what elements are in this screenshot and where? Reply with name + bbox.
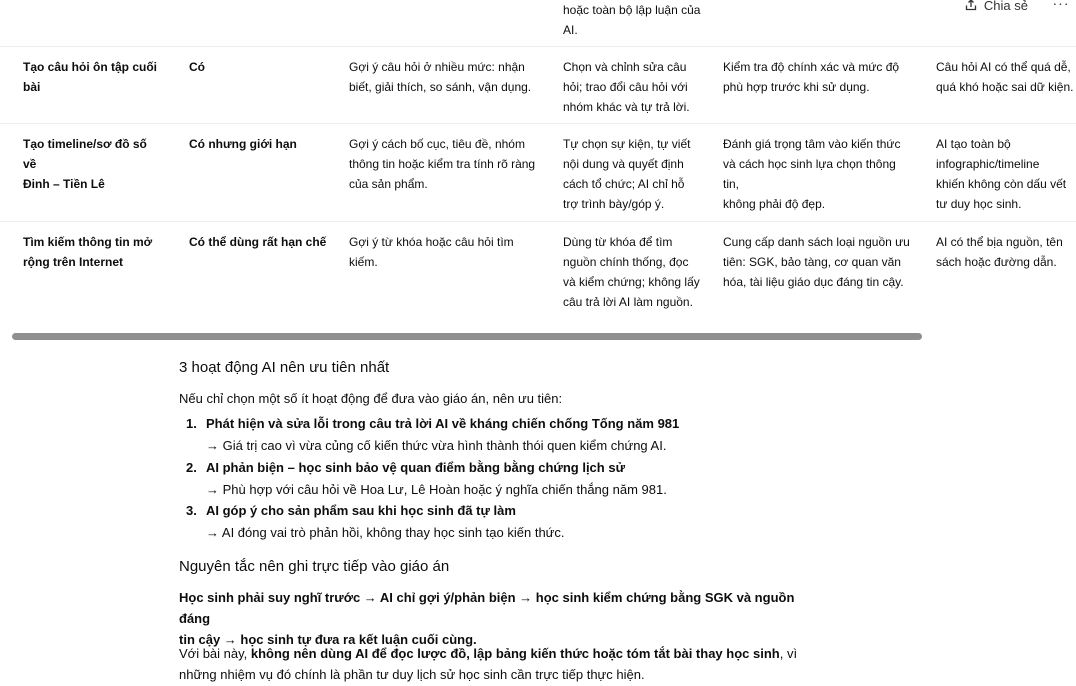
student-role-cell bbox=[563, 57, 703, 117]
cell-line: Chọn và chỉnh sửa câu bbox=[563, 60, 687, 74]
cell-line: và cách học sinh lựa chọn thông tin, bbox=[723, 157, 896, 191]
cell-line: hỏi; trao đổi câu hỏi với bbox=[563, 80, 688, 94]
table-row bbox=[0, 221, 1076, 322]
cell-line: bài bbox=[23, 80, 41, 94]
table-row bbox=[0, 123, 1076, 222]
list-item-title: AI góp ý cho sản phẩm sau khi học sinh đã tự làm bbox=[206, 503, 516, 518]
comparison-table bbox=[0, 0, 1076, 330]
note-bold-text: không nên dùng AI để đọc lược đồ, lập bảng kiến thức hoặc tóm tắt bài thay học sinh bbox=[250, 646, 780, 661]
principle-paragraph bbox=[179, 587, 819, 650]
intro-paragraph: Nếu chỉ chọn một số ít hoạt động để đưa vào giáo án, nên ưu tiên: bbox=[179, 391, 563, 406]
cell-line: phù hợp trước khi sử dụng. bbox=[723, 80, 870, 94]
principle-line: Học sinh phải suy nghĩ trước → AI chỉ gợi ý/phản biện → học sinh kiểm chứng bằng SGK và nguồn đáng bbox=[179, 590, 795, 626]
list-item-title: Phát hiện và sửa lỗi trong câu trả lời AI về kháng chiến chống Tống năm 981 bbox=[206, 416, 680, 431]
cell-line: Dùng từ khóa để tìm bbox=[563, 235, 673, 249]
cell-line: AI có thể bịa nguồn, tên bbox=[936, 235, 1063, 249]
cell-line: tư duy học sinh. bbox=[936, 197, 1022, 211]
more-icon: ··· bbox=[1052, 0, 1070, 11]
teacher-role-cell bbox=[723, 232, 913, 292]
list-item-note: → AI đóng vai trò phản hồi, không thay học sinh tạo kiến thức. bbox=[206, 525, 565, 540]
cell-line: quá khó hoặc sai dữ kiện. bbox=[936, 80, 1074, 94]
list-number: 1. bbox=[186, 416, 197, 431]
cell-line: của sản phẩm. bbox=[349, 177, 428, 191]
cell-line: nhóm khác và tự trả lời. bbox=[563, 100, 690, 114]
cell-line: trợ trình bày/góp ý. bbox=[563, 197, 665, 211]
cell-line: Có nhưng giới hạn bbox=[189, 137, 297, 151]
cell-line: thông tin hoặc kiểm tra tính rõ ràng bbox=[349, 157, 536, 171]
list-item-note: → Giá trị cao vì vừa củng cố kiến thức vừa hình thành thói quen kiểm chứng AI. bbox=[206, 438, 667, 453]
cell-line: Có thể dùng rất hạn chế bbox=[189, 235, 327, 249]
cell-line: và kiểm chứng; không lấy bbox=[563, 275, 700, 289]
list-item-title: AI phản biện – học sinh bảo vệ quan điểm bằng bằng chứng lịch sử bbox=[206, 460, 625, 475]
cell-line: kiếm. bbox=[349, 255, 378, 269]
ai-usage-cell bbox=[189, 232, 329, 252]
risk-cell bbox=[936, 57, 1074, 97]
cell-line: Câu hỏi AI có thể quá dễ, bbox=[936, 60, 1071, 74]
cell-line: hóa, tài liệu giáo dục đáng tin cậy. bbox=[723, 275, 904, 289]
cell-line: Gợi ý từ khóa hoặc câu hỏi tìm bbox=[349, 235, 514, 249]
cell-line: infographic/timeline bbox=[936, 157, 1040, 171]
table-cell-fragment bbox=[563, 0, 713, 40]
cell-line: AI tạo toàn bộ bbox=[936, 137, 1011, 151]
ai-usage-cell bbox=[189, 134, 329, 154]
activity-cell bbox=[23, 232, 163, 272]
cell-line: không phải độ đẹp. bbox=[723, 197, 826, 211]
list-item-note: → Phù hợp với câu hỏi về Hoa Lư, Lê Hoàn hoặc ý nghĩa chiến thắng năm 981. bbox=[206, 482, 667, 497]
teacher-role-cell bbox=[723, 134, 913, 214]
cell-line: Đinh – Tiền Lê bbox=[23, 177, 105, 191]
note-text: những nhiệm vụ đó chính là phần tư duy lịch sử học sinh cần trực tiếp thực hiện. bbox=[179, 667, 645, 682]
cell-line: Có bbox=[189, 60, 205, 74]
cell-line: Tự chọn sự kiện, tự viết bbox=[563, 137, 691, 151]
ai-usage-cell bbox=[189, 57, 329, 77]
cell-line: khiến không còn dấu vết bbox=[936, 177, 1067, 191]
ai-role-cell bbox=[349, 134, 544, 194]
table-row bbox=[0, 46, 1076, 124]
cell-line: biết, giải thích, so sánh, vận dụng. bbox=[349, 80, 532, 94]
activity-cell bbox=[23, 57, 163, 97]
list-number: 2. bbox=[186, 460, 197, 475]
student-role-cell bbox=[563, 134, 703, 214]
cell-line: Đánh giá trọng tâm vào kiến thức bbox=[723, 137, 901, 151]
activity-cell bbox=[23, 134, 163, 194]
section-heading: 3 hoạt động AI nên ưu tiên nhất bbox=[179, 359, 390, 376]
cell-line: Tạo câu hỏi ôn tập cuối bbox=[23, 60, 158, 74]
ai-role-cell bbox=[349, 232, 544, 272]
cell-line: hoặc toàn bộ lập luận của bbox=[563, 3, 701, 17]
cell-line: Gợi ý cách bố cục, tiêu đề, nhóm bbox=[349, 137, 525, 151]
cell-line: Kiểm tra độ chính xác và mức độ bbox=[723, 60, 900, 74]
cell-line: cách tổ chức; AI chỉ hỗ bbox=[563, 177, 685, 191]
cell-line: sách hoặc đường dẫn. bbox=[936, 255, 1057, 269]
cell-line: nguồn chính thống, đọc bbox=[563, 255, 689, 269]
horizontal-scrollbar[interactable] bbox=[12, 333, 922, 340]
note-paragraph bbox=[179, 643, 819, 685]
cell-line: câu trả lời AI làm nguồn. bbox=[563, 295, 693, 309]
ai-role-cell bbox=[349, 57, 544, 97]
cell-line: Gợi ý câu hỏi ở nhiều mức: nhận bbox=[349, 60, 525, 74]
cell-line: tiên: SGK, bảo tàng, cơ quan văn bbox=[723, 255, 901, 269]
share-label: Chia sẻ bbox=[983, 0, 1028, 13]
teacher-role-cell bbox=[723, 57, 913, 97]
cell-line: Tạo timeline/sơ đồ số về bbox=[23, 137, 147, 171]
section-heading: Nguyên tắc nên ghi trực tiếp vào giáo án bbox=[179, 558, 450, 575]
cell-line: Tìm kiếm thông tin mở bbox=[23, 235, 153, 249]
cell-line: AI. bbox=[563, 23, 578, 37]
risk-cell bbox=[936, 232, 1074, 272]
list-number: 3. bbox=[186, 503, 197, 518]
cell-line: rộng trên Internet bbox=[23, 255, 124, 269]
student-role-cell bbox=[563, 232, 703, 312]
note-text: , vì bbox=[779, 646, 798, 661]
cell-line: nội dung và quyết định bbox=[563, 157, 684, 171]
cell-line: Cung cấp danh sách loại nguồn ưu bbox=[723, 235, 910, 249]
principle-line: tin cậy → học sinh tự đưa ra kết luận cuối cùng. bbox=[179, 632, 477, 647]
risk-cell bbox=[936, 134, 1074, 214]
note-text: Với bài này, bbox=[179, 646, 251, 661]
